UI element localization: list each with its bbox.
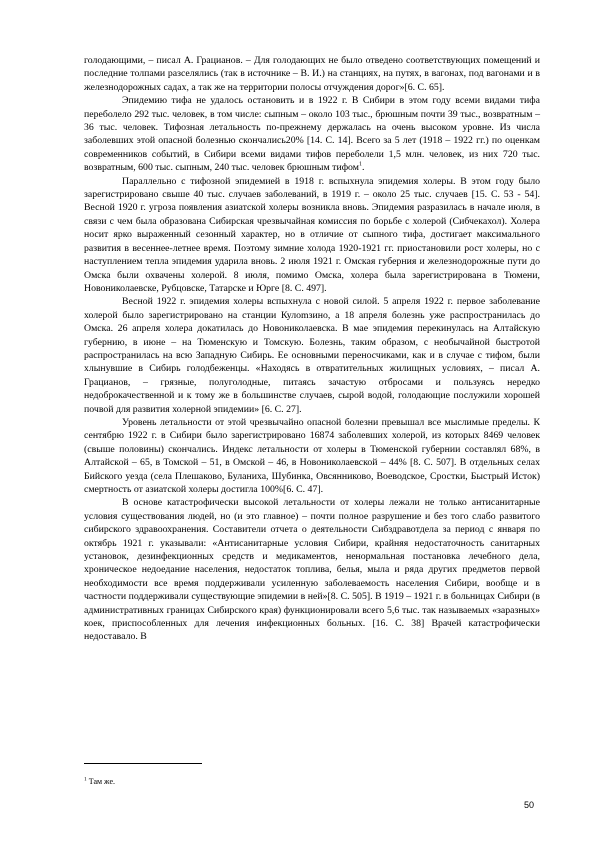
footnote-reference[interactable]: 1 xyxy=(358,161,362,168)
paragraph-3: Параллельно с тифозной эпидемией в 1918 г. вспыхнула эпидемия холеры. В этом году было зарегистрировано свыше 40 тыс. случаев заболеваний, в 1919 г. – около 25 тыс. случаев [15. С. 53 - 54]. Весной 1920 г. угроза появления азиатской холеры возникла вновь. Эпидемия разразилась в начале июля, в связи с чем была образована Сибирская чрезвычайная комиссия по борьбе с холерой (Сибчекахол). Холера носит ярко выраженный сезонный характер, но в отличие от сыпного тифа, достигает максимального развития в весеннее-летнее время. Поэтому зимние холода 1920-1921 гг. приостановили рост холеры, но с наступлением тепла эпидемия ударила вновь. 2 июля 1921 г. Омская губерния и железнодорожные пути до Омска были охвачены холерой. 8 июля, помимо Омска, холера была зарегистрирована в Тюмени, Новониколаевске, Рубцовске, Татарске и Юрге [8. С. 497]. xyxy=(84,175,540,294)
footnote-number: 1 xyxy=(84,776,87,783)
paragraph-4: Весной 1922 г. эпидемия холеры вспыхнула с новой силой. 5 апреля 1922 г. первое заболевание холерой было зарегистрировано на станции Кулomзино, а 18 апреля болезнь уже распространилась до Омска. 26 апреля холера докатилась до Новониколаевска. В мае эпидемия перекинулась на Алтайскую губернию, в июне – на Тюменскую и Томскую. Болезнь, таким образом, с необычайной быстротой распространилась на всю Западную Сибирь. Ее основными переносчиками, как и в случае с тифом, были хлынувшие в Сибирь голодбеженцы. «Находясь в отвратительных жилищных условиях, – писал А. Грацианов, – грязные, полуголодные, питаясь зачастую отбросами и пользуясь нередко недоброкачественной и к тому же в большинстве случаев, сырой водой, голодающие послужили хорошей почвой для развития холерной эпидемии» [6. С. 27]. xyxy=(84,296,540,415)
paragraph-6: В основе катастрофически высокой летальности от холеры лежали не только антисанитарные условия существования людей, но (и это главное) – почти полное разрушение и без того слабо развитого сибирского здравоохранения. Составители отчета о деятельности Сибздравотдела за период с января по октябрь 1921 г. указывали: «Антисанитарные условия Сибири, крайняя недостаточность санитарных установок, дезинфекционных средств и медикаментов, ненормальная постановка лечебного дела, хроническое недоедание населения, недостаток топлива, белья, мыла и ряда других предметов первой необходимости все время поддерживали усиленную заболеваемость населения Сибири, вообще и в частности поддерживали существующие эпидемии в ней»[8. С. 505]. В 1919 – 1921 г. в больницах Сибири (в административных границах Сибирского края) функционировали всего 5,6 тыс. так называемых «заразных» коек, приспособленных для лечения инфекционных больных. [16. С. 38] Врачей катастрофически недоставало. В xyxy=(84,497,540,643)
paragraph-2-text: Эпидемию тифа не удалось остановить и в 1922 г. В Сибири в этом году всеми видами тифа переболело 292 тыс. человек, в том числе: сыпным – около 103 тыс., брюшным почти 39 тыс., возвратным – 36 тыс. человек. Тифозная летальность по-прежнему держалась на очень высоком уровне. Из числа заболевших этой опасной болезнью скончались20% [14. С. 14]. Всего за 5 лет (1918 – 1922 гг.) по оценкам современников событий, в Сибири всеми видами тифов переболели 1,5 млн. человек, из них 720 тыс. возвратным, 600 тыс. сыпным, 240 тыс. человек брюшным тифом xyxy=(84,95,540,174)
page-number: 50 xyxy=(524,800,535,810)
paragraph-1: голодающими, – писал А. Грацианов. – Для голодающих не было отведено соответствующих помещений и последние толпами разселялись (так в источнике – В. И.) на станциях, на путях, в вагонах, под вагонами и в железнодорожных садах, а так же на территории полосы отчуждения дорог»[6. С. 65]. xyxy=(84,55,540,93)
footnote xyxy=(84,777,115,787)
paragraph-5: Уровень летальности от этой чрезвычайно опасной болезни превышал все мыслимые пределы. К сентябрю 1922 г. в Сибири было зарегистрировано 16874 заболевших холерой, из которых 8469 человек (свыше половины) скончались. Индекс летальности от холеры в Тюменской губернии составлял 68%, в Алтайской – 65, в Томской – 51, в Омской – 46, в Новониколаевской – 44% [8. С. 507]. В отдельных селах Бийского уезда (села Плешаково, Буланиха, Шубинка, Овсянниково, Воеводское, Сростки, Быстрый Исток) смертность от азиатской холеры достигла 100%[6. С. 47]. xyxy=(84,416,540,495)
footnote-text: Там же. xyxy=(88,777,116,786)
body-text xyxy=(84,54,540,644)
paragraph-2: Эпидемию тифа не удалось остановить и в 1922 г. В Сибири в этом году всеми видами тифа переболело 292 тыс. человек, в том числе: сыпным – около 103 тыс., брюшным почти 39 тыс., возвратным – 36 тыс. человек. Тифозная летальность по-прежнему держалась на очень высоком уровне. Из числа заболевших этой опасной болезнью скончались20% [14. С. 14]. Всего за 5 лет (1918 – 1922 гг.) по оценкам современников событий, в Сибири всеми видами тифов переболели 1,5 млн. человек, из них 720 тыс. возвратным, 600 тыс. сыпным, 240 тыс. человек брюшным тифом$^1$. xyxy=(84,95,540,174)
footnote-separator xyxy=(84,763,202,764)
